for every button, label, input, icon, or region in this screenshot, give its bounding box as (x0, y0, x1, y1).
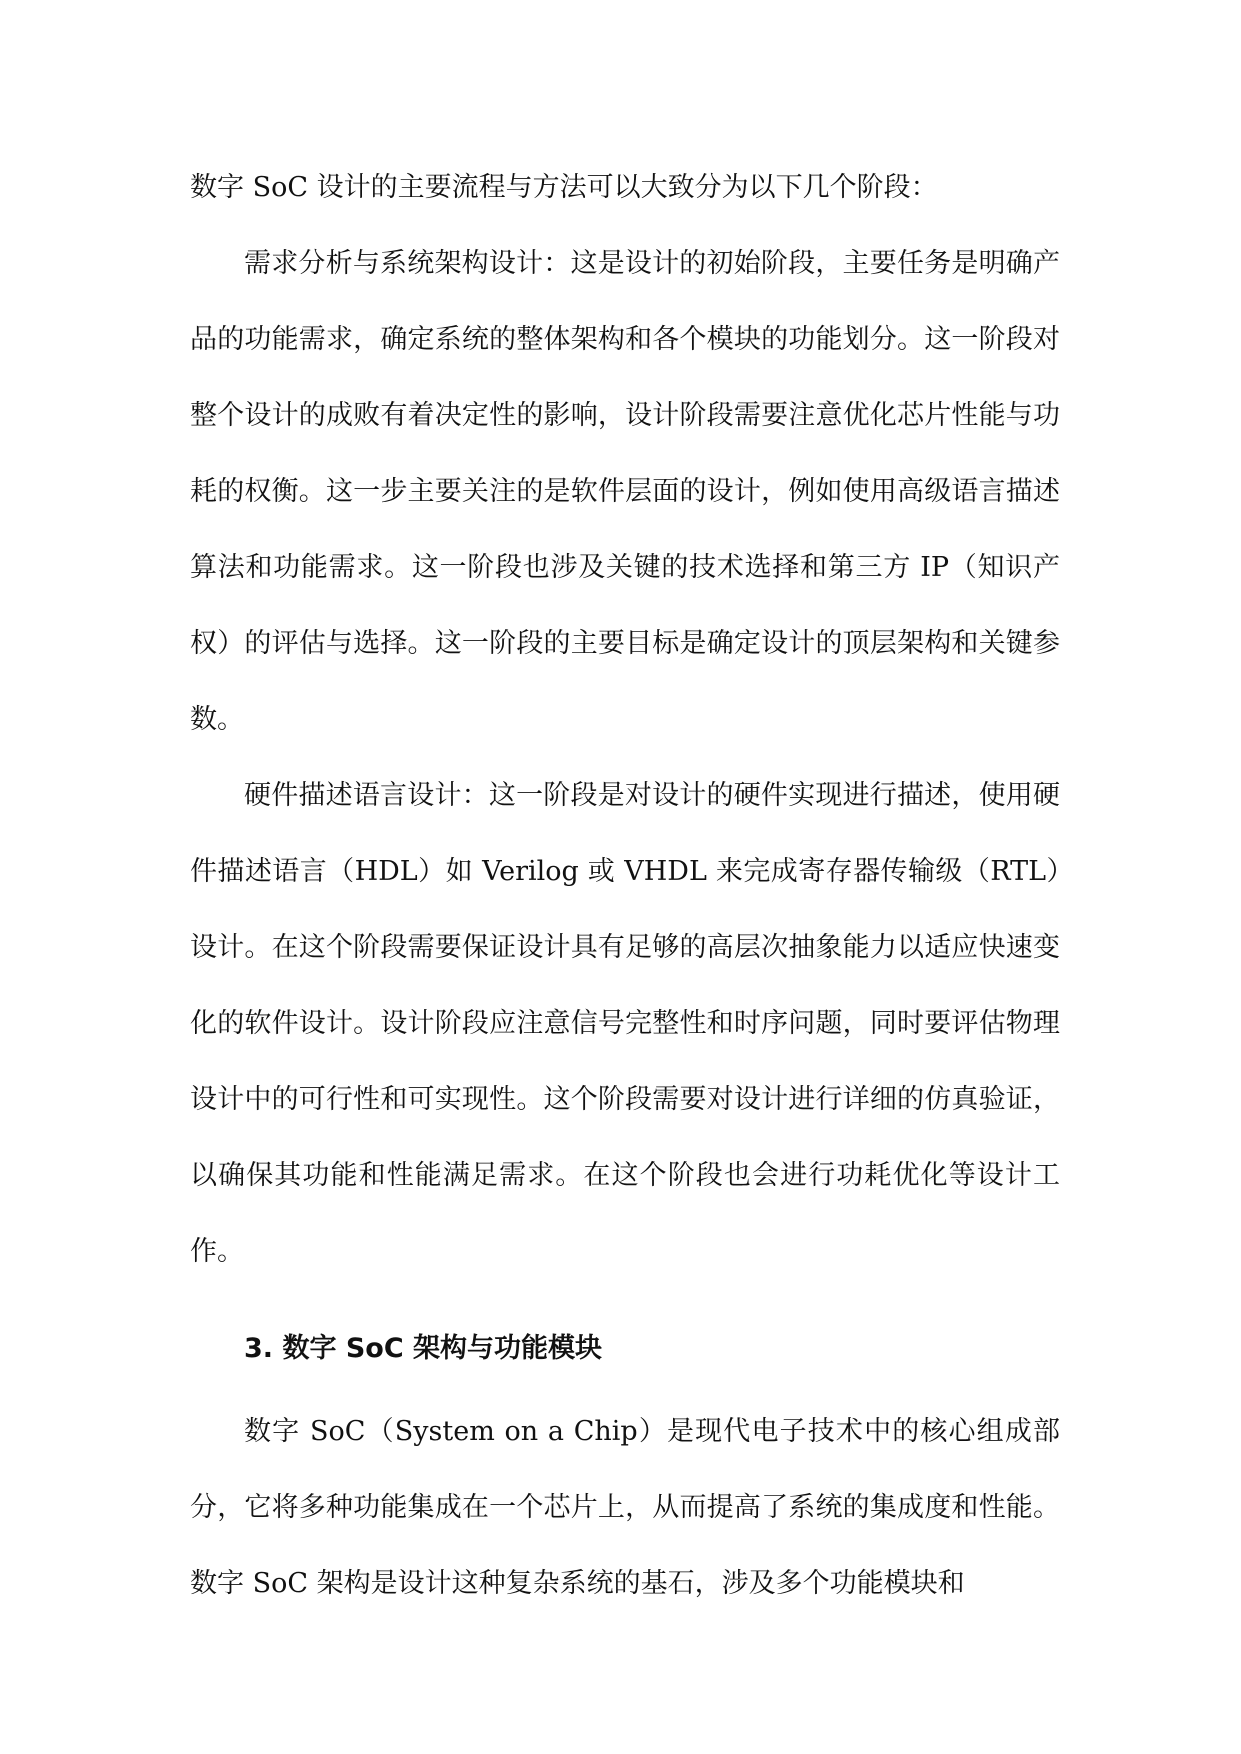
section-heading: 3. 数字 SoC 架构与功能模块 (244, 1333, 603, 1364)
requirements-paragraph: 需求分析与系统架构设计：这是设计的初始阶段，主要任务是明确产品的功能需求，确定系统的整体架构和各个模块的功能划分。这一阶段对整个设计的成败有着决定性的影响，设计阶段需要注意优化芯片性能与功耗的权衡。这一步主要关注的是软件层面的设计，例如使用高级语言描述算法和功能需求。这一阶段也涉及关键的技术选择和第三方 IP（知识产权）的评估与选择。这一阶段的主要目标是确定设计的顶层架构和关键参数。 (190, 248, 1060, 735)
document-body (190, 150, 1060, 1622)
hdl-design-paragraph: 硬件描述语言设计：这一阶段是对设计的硬件实现进行描述，使用硬件描述语言（HDL）如 Verilog 或 VHDL 来完成寄存器传输级（RTL）设计。在这个阶段需要保证设计具有足够的高层次抽象能力以适应快速变化的软件设计。设计阶段应注意信号完整性和时序问题，同时要评估物理设计中的可行性和可实现性。这个阶段需要对设计进行详细的仿真验证，以确保其功能和性能满足需求。在这个阶段也会进行功耗优化等设计工作。 (190, 780, 1060, 1267)
intro-paragraph: 数字 SoC 设计的主要流程与方法可以大致分为以下几个阶段： (190, 172, 938, 203)
soc-architecture-paragraph: 数字 SoC（System on a Chip）是现代电子技术中的核心组成部分，它将多种功能集成在一个芯片上，从而提高了系统的集成度和性能。数字 SoC 架构是设计这种复杂系统的基石，涉及多个功能模块和 (190, 1416, 1060, 1599)
